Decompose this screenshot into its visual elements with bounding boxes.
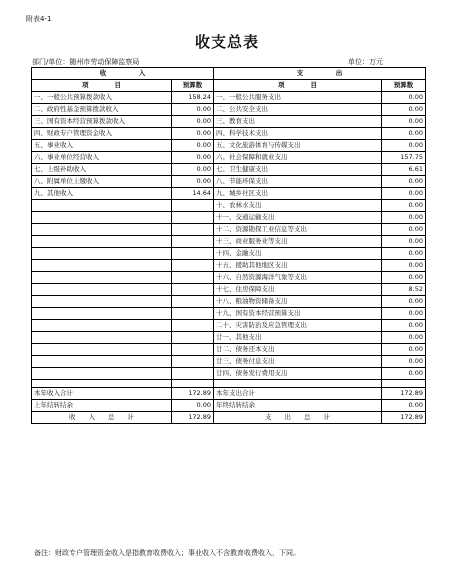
table-row [32, 128, 426, 140]
table-row [32, 320, 426, 332]
income-value-cell: 172.89 [172, 412, 214, 424]
income-item-cell [32, 368, 172, 380]
income-value-cell [172, 248, 214, 260]
department-label: 部门/单位：随州市劳动保障监察局 [32, 58, 140, 66]
income-item-cell [32, 200, 172, 212]
expense-item-cell: 十五、援助其他地区支出 [214, 260, 382, 272]
income-value-cell [172, 284, 214, 296]
expense-value-cell: 0.00 [382, 188, 426, 200]
income-value-cell: 0.00 [172, 104, 214, 116]
table-row [32, 92, 426, 104]
expense-value-cell: 0.00 [382, 260, 426, 272]
expense-item-cell: 二、公共安全支出 [214, 104, 382, 116]
expense-value-cell: 0.00 [382, 140, 426, 152]
income-value-cell: 0.00 [172, 400, 214, 412]
income-value-cell [172, 260, 214, 272]
income-item-cell [32, 212, 172, 224]
table-row [32, 236, 426, 248]
income-item-cell [32, 332, 172, 344]
expense-item-cell: 四、科学技术支出 [214, 128, 382, 140]
attachment-label: 附表4-1 [26, 15, 52, 23]
income-item-cell: 八、附属单位上缴收入 [32, 176, 172, 188]
expense-item-cell: 三、教育支出 [214, 116, 382, 128]
income-item-cell: 本年收入合计 [32, 388, 172, 400]
expense-value-cell: 0.00 [382, 368, 426, 380]
income-value-cell [172, 356, 214, 368]
page-title: 收支总表 [194, 33, 259, 51]
income-value-cell: 0.00 [172, 116, 214, 128]
spacer-row [32, 380, 426, 388]
spacer-cell [172, 380, 214, 388]
expense-item-cell: 支 出 总 计 [214, 412, 382, 424]
income-value-cell [172, 296, 214, 308]
income-value-cell [172, 320, 214, 332]
income-item-cell [32, 248, 172, 260]
table-row [32, 200, 426, 212]
income-value-cell [172, 212, 214, 224]
expense-value-cell: 157.75 [382, 152, 426, 164]
expense-value-cell: 0.00 [382, 356, 426, 368]
table-row [32, 368, 426, 380]
expense-value-cell: 6.61 [382, 164, 426, 176]
expense-item-cell: 七、卫生健康支出 [214, 164, 382, 176]
expense-item-cell: 九、城乡社区支出 [214, 188, 382, 200]
expense-value-cell: 0.00 [382, 400, 426, 412]
income-item-cell [32, 284, 172, 296]
income-item-cell [32, 356, 172, 368]
expense-item-cell: 二十、灾害防治及应急管理支出 [214, 320, 382, 332]
income-item-cell [32, 236, 172, 248]
table-row [32, 164, 426, 176]
expense-item-cell: 一、一般公共服务支出 [214, 92, 382, 104]
expense-item-cell: 廿一、其他支出 [214, 332, 382, 344]
income-item-cell: 收 入 总 计 [32, 412, 172, 424]
table-row [32, 356, 426, 368]
expense-item-cell: 十六、自然资源海洋气象等支出 [214, 272, 382, 284]
expense-item-cell: 十二、资源勘探工业信息等支出 [214, 224, 382, 236]
expense-value-cell: 0.00 [382, 200, 426, 212]
total-row [32, 388, 426, 400]
footnote: 备注：财政专户管理资金收入是指教育收费收入；事业收入不含教育收费收入，下同。 [34, 549, 300, 557]
table-row [32, 176, 426, 188]
income-value-cell: 14.64 [172, 188, 214, 200]
income-item-header: 项 目 [32, 80, 172, 92]
expense-item-cell: 十八、粮油物资储备支出 [214, 296, 382, 308]
income-item-cell [32, 260, 172, 272]
income-value-cell [172, 344, 214, 356]
income-item-cell [32, 320, 172, 332]
table-row [32, 344, 426, 356]
income-item-cell: 二、政府性基金预算拨款收入 [32, 104, 172, 116]
expense-item-cell: 十三、商业服务业等支出 [214, 236, 382, 248]
income-item-cell [32, 272, 172, 284]
table-row [32, 188, 426, 200]
table-row [32, 260, 426, 272]
expense-item-cell: 廿二、债务还本支出 [214, 344, 382, 356]
table-row [32, 104, 426, 116]
expense-value-cell: 0.00 [382, 176, 426, 188]
spacer-cell [382, 380, 426, 388]
table-row [32, 332, 426, 344]
table-row [32, 296, 426, 308]
income-item-cell [32, 308, 172, 320]
table-row [32, 212, 426, 224]
income-value-cell [172, 236, 214, 248]
expense-value-cell: 172.89 [382, 388, 426, 400]
expense-item-cell: 八、节能环保支出 [214, 176, 382, 188]
expense-value-cell: 0.00 [382, 332, 426, 344]
income-header: 收 入 [32, 68, 214, 80]
expense-item-cell: 五、文化旅游体育与传媒支出 [214, 140, 382, 152]
expense-value-cell: 0.00 [382, 224, 426, 236]
expense-item-cell: 年终结转结余 [214, 400, 382, 412]
income-value-cell [172, 308, 214, 320]
expense-value-cell: 0.00 [382, 212, 426, 224]
income-item-cell: 四、财政专户管理资金收入 [32, 128, 172, 140]
expense-value-cell: 0.00 [382, 320, 426, 332]
income-item-cell [32, 224, 172, 236]
income-value-cell [172, 332, 214, 344]
expense-item-cell: 十七、住房保障支出 [214, 284, 382, 296]
table-row [32, 152, 426, 164]
income-value-cell: 0.00 [172, 128, 214, 140]
expense-item-cell: 十四、金融支出 [214, 248, 382, 260]
expense-value-cell: 8.52 [382, 284, 426, 296]
income-value-cell: 0.00 [172, 152, 214, 164]
expense-value-cell: 0.00 [382, 104, 426, 116]
table-row [32, 284, 426, 296]
table-row [32, 116, 426, 128]
income-item-cell: 上年结转结余 [32, 400, 172, 412]
expense-item-cell: 十、农林水支出 [214, 200, 382, 212]
income-value-cell [172, 224, 214, 236]
income-value-cell: 0.00 [172, 176, 214, 188]
expense-item-cell: 十九、国有资本经营预算支出 [214, 308, 382, 320]
expense-item-cell: 本年支出合计 [214, 388, 382, 400]
income-value-cell: 172.89 [172, 388, 214, 400]
table-row [32, 272, 426, 284]
expense-value-cell: 0.00 [382, 248, 426, 260]
expense-item-cell: 十一、交通运输支出 [214, 212, 382, 224]
income-value-cell [172, 200, 214, 212]
expense-item-cell: 廿三、债务付息支出 [214, 356, 382, 368]
income-item-cell [32, 296, 172, 308]
header-row-2 [32, 80, 426, 92]
expense-item-cell: 六、社会保障和就业支出 [214, 152, 382, 164]
expense-value-cell: 0.00 [382, 308, 426, 320]
income-item-cell: 九、其他收入 [32, 188, 172, 200]
total-row [32, 412, 426, 424]
expense-budget-header: 预算数 [382, 80, 426, 92]
income-item-cell: 三、国有资本经营预算拨款收入 [32, 116, 172, 128]
expense-item-cell: 廿四、债务发行费用支出 [214, 368, 382, 380]
income-item-cell: 五、事业收入 [32, 140, 172, 152]
expense-header: 支 出 [214, 68, 426, 80]
income-item-cell: 七、上级补助收入 [32, 164, 172, 176]
income-item-cell: 一、一般公共预算拨款收入 [32, 92, 172, 104]
spacer-cell [32, 380, 172, 388]
expense-value-cell: 0.00 [382, 128, 426, 140]
income-value-cell: 158.24 [172, 92, 214, 104]
table-row [32, 248, 426, 260]
income-budget-header: 预算数 [172, 80, 214, 92]
income-item-cell: 六、事业单位经营收入 [32, 152, 172, 164]
header-row-1 [32, 68, 426, 80]
expense-value-cell: 0.00 [382, 296, 426, 308]
income-value-cell: 0.00 [172, 164, 214, 176]
expense-value-cell: 0.00 [382, 236, 426, 248]
expense-value-cell: 172.89 [382, 412, 426, 424]
income-value-cell [172, 368, 214, 380]
expense-item-header: 项 目 [214, 80, 382, 92]
spacer-cell [214, 380, 382, 388]
expense-value-cell: 0.00 [382, 344, 426, 356]
unit-label: 单位：万元 [348, 58, 383, 66]
expense-value-cell: 0.00 [382, 116, 426, 128]
income-item-cell [32, 344, 172, 356]
budget-table [31, 67, 426, 424]
income-value-cell: 0.00 [172, 140, 214, 152]
expense-value-cell: 0.00 [382, 92, 426, 104]
total-row [32, 400, 426, 412]
table-row [32, 224, 426, 236]
table-row [32, 140, 426, 152]
expense-value-cell: 0.00 [382, 272, 426, 284]
table-row [32, 308, 426, 320]
income-value-cell [172, 272, 214, 284]
